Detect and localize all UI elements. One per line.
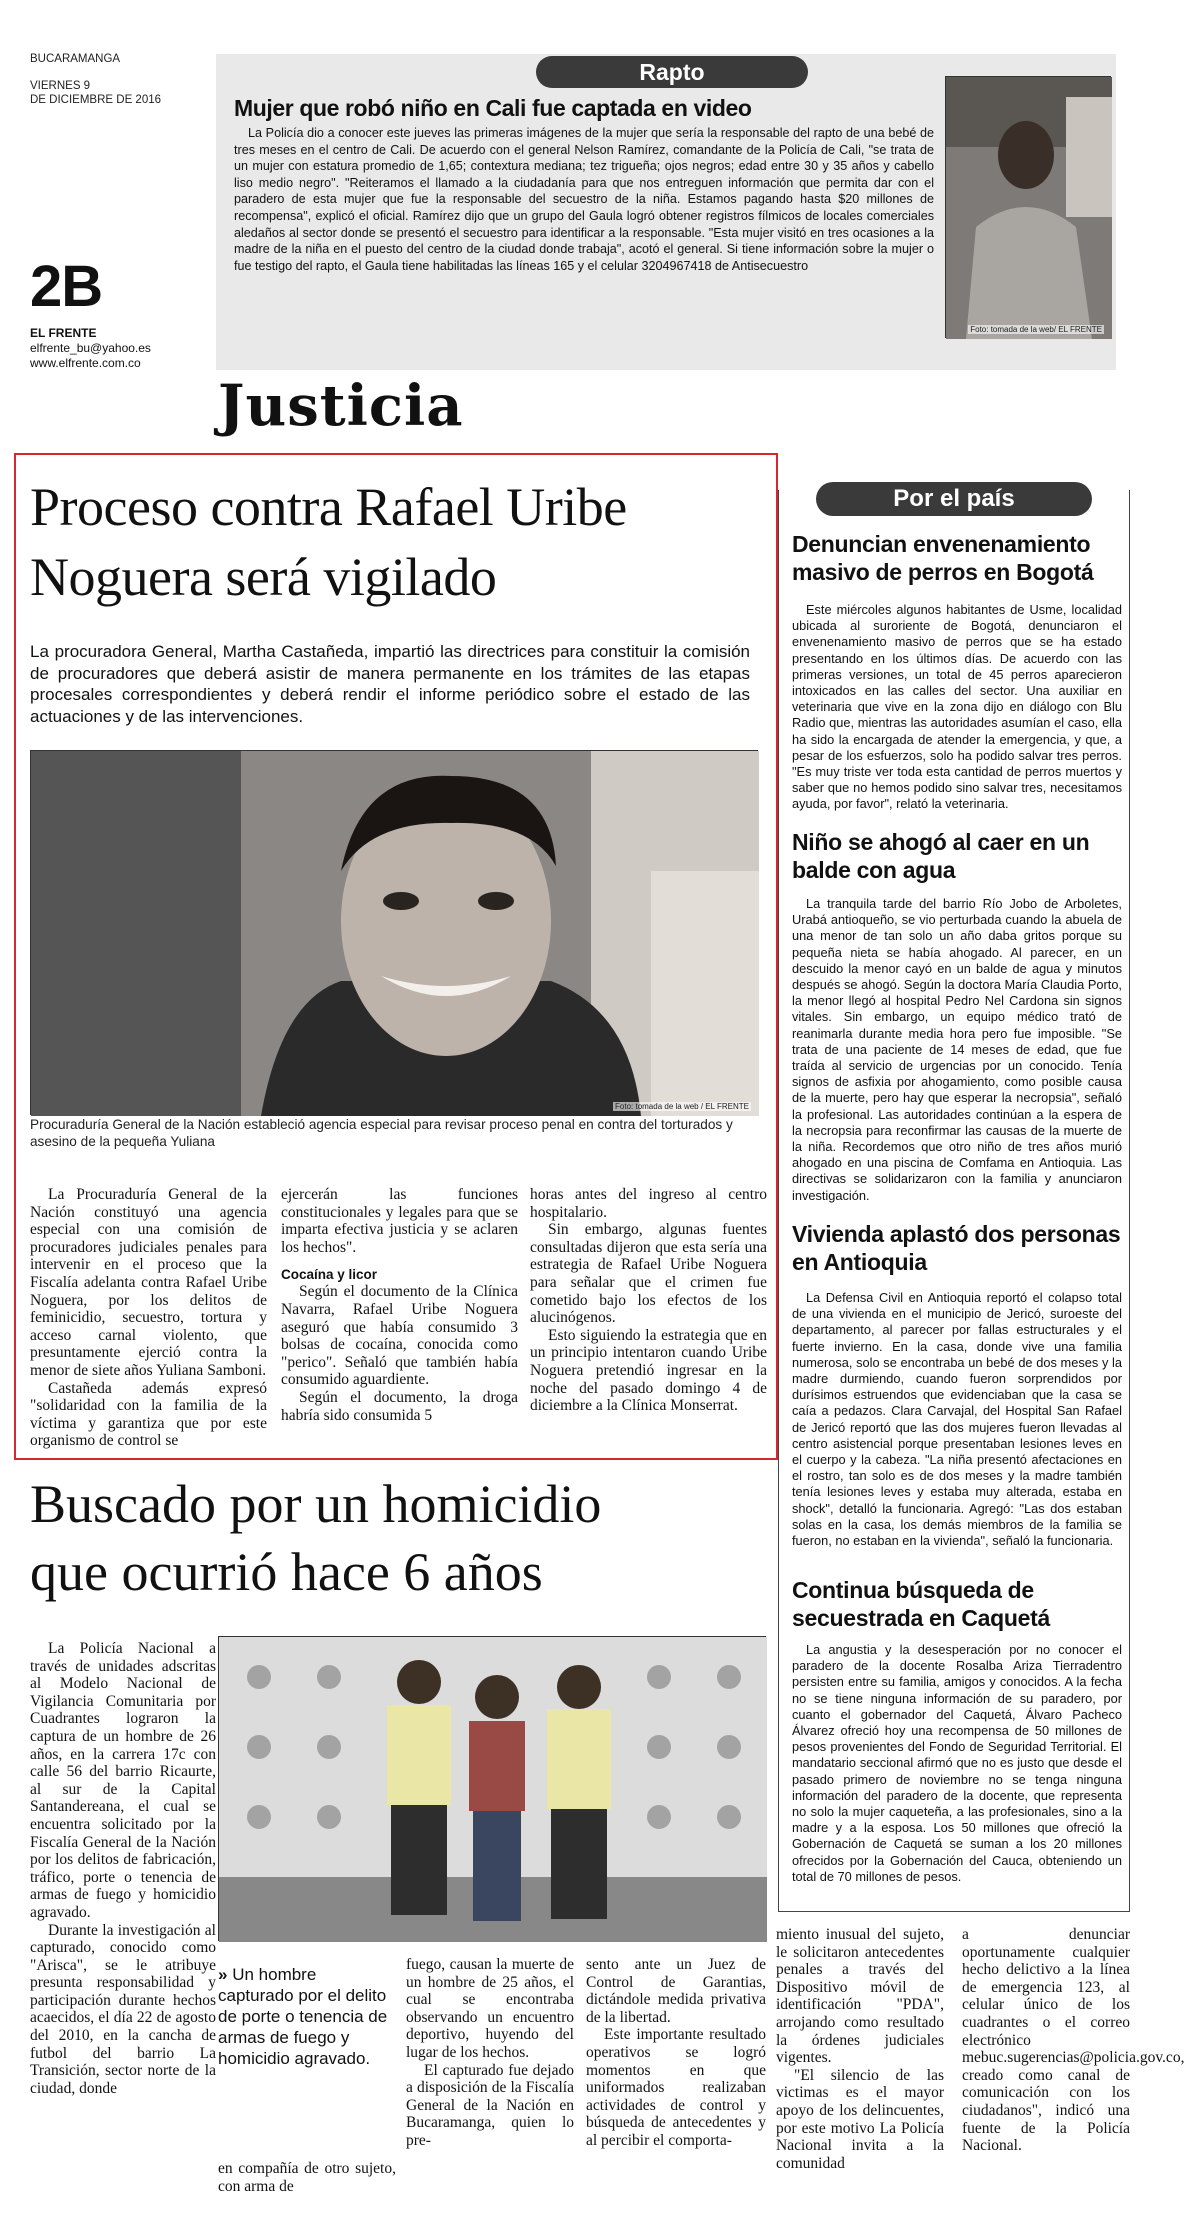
main-col3-paragraph: Sin embargo, algunas fuentes consultadas dijeron que esta sería una estrategia de Rafael Uribe Noguera para señalar que el crimen fue cometido bajo los efectos de los alucinógenos. [530,1221,767,1327]
buscado-column-4 [586,1956,766,2200]
website-url: www.elfrente.com.co [30,356,141,370]
section-title: Justicia [218,373,464,439]
buscado-column-2 [218,2160,396,2200]
main-col2-paragraph: Según el documento de la Clínica Navarra, Rafael Uribe Noguera aseguró que había consumido 3 bolsas de cocaína, conocida como "perico". Señaló que también había consumido aguardiente. [281,1283,518,1389]
buscado-col2-paragraph: en compañía de otro sujeto, con arma de [218,2160,396,2195]
buscado-col4-paragraph: Este importante resultado operativos se logró momentos en que uniformados realizaban actividades de control y búsqueda de antecedentes y al percibir el comporta- [586,2026,766,2149]
buscado-col6-paragraph: a denunciar oportunamente cualquier hecho delictivo a la línea de emergencia 123, al celular único de los cuadrantes o el correo electrónico mebuc.sugerencias@policia.gov.co, creado como canal de comunicación con los ciudadanos", indicó una fuente de la Policía Nacional. [962,1926,1184,2155]
buscado-column-5 [776,1926,944,2200]
sidebar-item-headline: Niño se ahogó al caer en un balde con agua [792,829,1090,883]
buscado-col1-paragraph: La Policía Nacional a través de unidades adscritas al Modelo Nacional de Vigilancia Comunitaria por Cuadrantes lograron la captura de un hombre de 26 años, en la carrera 17c con calle 56 del barrio Ricaurte, al sur de la Capital Santandereana, el cual se encuentra solicitado por la Fiscalía General de la Nación por los delitos de fabricación, tráfico, porte o tenencia de armas de fuego y homicidio agravado. [30,1640,216,1921]
main-col3-paragraph: Esto siguiendo la estrategia que en un principio intentaron cuando Uribe Noguera pretendió ingresar en la noche del pasado domingo 4 de diciembre a la Clínica Monserrat. [530,1326,767,1415]
rapto-photo-suspect [945,76,1111,338]
main-col1-paragraph: La Procuraduría General de la Nación constituyó una agencia especial con una comisión de procuradores judiciales penales para intervenir en el proceso que la Fiscalía adelanta contra Rafael Uribe Noguera, por los delitos de feminicidio, secuestro, tortura y acceso carnal violento, que presuntamente ejerció contra la menor de siete años Yuliana Samboni. [30,1186,267,1379]
sidebar-item-headline: Continua búsqueda de secuestrada en Caquetá [792,1577,1051,1631]
rapto-headline: Mujer que robó niño en Cali fue captada en video [234,95,752,121]
sidebar-item-paragraph: La Defensa Civil en Antioquia reportó el colapso total de una vivienda en el municipio de Jericó, suroeste del departamento, al parecer por fallas estructurales y el fuerte invierno. En la casa, donde vive una familia numerosa, solo se encontraba un bebé de dos meses y la madre durmiendo, cuando fueron sorprendidos por durísimos estruendos que evidenciaban que la casa se caía a pedazos. Clara Carvajal, del Hospital San Rafael de Jericó reportó que las dos mujeres fueron llevadas al centro asistencial porque presentaban lesiones leves en el cuerpo y la cabeza. "La niña presentó afectaciones en el rostro, tan solo es de dos meses y la madre también tenía lesiones leves y estaba muy alterada, estaba en shock", detalló la funcionaria. Agregó: "Las dos estaban solas en la casa, los demás miembros de la familia se fueron, no estaban en la vivienda", señaló la funcionaria. [792,1290,1122,1549]
rapto-body: La Policía dio a conocer este jueves las primeras imágenes de la mujer que sería la responsable del rapto de una bebé de tres meses en el centro de Cali. De acuerdo con el general Nelson Ramírez, comandante de la Policía de Cali, "se trata de un mujer con estatura promedio de 1,65; contextura mediana; tez trigueña; ojos negros; edad entre 30 y 35 años y cabello liso medio negro". "Reiteramos el llamado a la ciudadanía para que nos entreguen información que permita dar con el paradero de esta mujer que fue la responsable del secuestro de la niña. Estamos pagando hasta $20 millones de recompensa", explicó el oficial. Ramírez dijo que un grupo del Gaula logró obtener registros fílmicos de locales comerciales aledaños al sector donde se presentó el secuestro para identificar a la responsable. "Esta mujer visitó en tres ocasiones a la madre de la niña en el puesto del centro de la ciudad donde trabaja", acotó el general. Si tiene información sobre la mujer o fue testigo del rapto, el Gaula tiene habilitadas las líneas 165 y el celular 3204967418 de Antisecuestro [234,126,934,273]
sidebar-item-paragraph: Este miércoles algunos habitantes de Usme, localidad ubicada al suroriente de Bogotá, denunciaron el envenenamiento masivo de perros que se ha estado presentando en los últimos días. De acuerdo con las primeras versiones, un total de 45 perros aparecieron intoxicados en las calles del sector. Una auxiliar en veterinaria que vive en la zona dijo en diálogo con Blu Radio que, mientras las autoridades asumían el caso, ella ha sido la encargada de atender la emergencia, y que, a pesar de los esfuerzos, solo ha podido salvar tres perros. "Es muy triste ver toda esta cantidad de perros muertos y saber que no hemos podido sino salvar tres, necesitamos ayuda, por favor", relató la veterinaria. [792,602,1122,812]
main-col3-paragraph: horas antes del ingreso al centro hospitalario. [530,1186,767,1221]
buscado-photo [218,1636,766,1941]
main-headline: Proceso contra Rafael Uribe Noguera será vigilado [30,477,627,607]
main-caption: Procuraduría General de la Nación estableció agencia especial para revisar proceso penal en contra del torturados y asesino de la pequeña Yuliana [30,1117,733,1149]
buscado-pullquote [218,1964,396,2069]
rapto-tag: Rapto [536,56,808,88]
sidebar-item-body [792,602,1122,810]
buscado-col3-paragraph: El capturado fue dejado a disposición de la Fiscalía General de la Nación en Bucaramanga, quien lo pre- [406,2061,574,2149]
main-column-2 [281,1186,518,1450]
main-col2-paragraph: ejercerán las funciones constitucionales y legales para que se imparta efectiva justicia y se aclaren los hechos". [281,1186,518,1256]
sidebar-item-body [792,1290,1122,1574]
main-col2-paragraph: Según el documento, la droga habría sido consumida 5 [281,1388,518,1424]
arrest-photo-icon [219,1637,767,1942]
suspect-silhouette-icon [946,77,1112,339]
portrait-photo-icon [31,751,759,1116]
buscado-column-3 [406,1956,574,2200]
main-column-1 [30,1186,267,1450]
masthead-date-line1: VIERNES 9 [30,80,91,92]
rapto-photo-credit: Foto: tomada de la web/ EL FRENTE [970,325,1102,334]
pullquote-arrows-icon: » [218,1965,228,1984]
buscado-col5-paragraph: miento inusual del sujeto, le solicitaron antecedentes penales a través del Dispositivo móvil de identificación "PDA", arrojando como resultado la órdenes judiciales vigentes. [776,1926,944,2067]
main-photo [30,750,758,1115]
sidebar-item-body [792,1642,1122,1906]
masthead-date-line2: DE DICIEMBRE DE 2016 [30,94,162,106]
sidebar-item-headline: Vivienda aplastó dos personas en Antioquia [792,1221,1121,1275]
main-col1-paragraph: Castañeda además expresó "solidaridad con la familia de la víctima y garantiza que por este organismo de control se [30,1379,267,1450]
buscado-headline-line2: que ocurrió hace 6 años [30,1542,543,1602]
buscado-col1-paragraph: Durante la investigación al capturado, conocido como "Arisca", se le atribuye presunta responsabilidad y participación durante hechos acaecidos, el día 22 de agosto del 2010, en la cancha de futbol del barrio La Transición, sector norte de la ciudad, donde [30,1921,216,2097]
masthead-city: BUCARAMANGA [30,53,121,65]
contact-email: elfrente_bu@yahoo.es [30,341,151,355]
sidebar-item-body [792,896,1122,1214]
main-photo-credit: Foto: tomada de la web / EL FRENTE [615,1102,749,1111]
buscado-col4-paragraph: sento ante un Juez de Control de Garantias, dictándole medida privativa de la libertad. [586,1956,766,2026]
sidebar-item-paragraph: La angustia y la desesperación por no conocer el paradero de la docente Rosalba Ariza Tierradentro persisten entre su familia, amigos y conocidos. A la fecha no se tiene ninguna información de su paradero, por cuanto el gobernador del Caquetá, Álvaro Pacheco Álvarez ofreció hoy una recompensa de 50 millones de pesos provenientes del Fondo de Seguridad Territorial. El mandatario seccional afirmó que no es justo que desde el pasado primero de noviembre no se tenga ninguna información del paradero de la docente, que representa no solo la mujer caqueteña, a las profesionales, sino a la madre y a la esposa. Los 50 millones que ofreció la Gobernación de Caquetá se suman a los 20 millones ofrecidos por la Gobernación del Cauca, obteniendo un total de 70 millones de pesos. [792,1642,1122,1884]
buscado-headline-line1: Buscado por un homicidio [30,1474,602,1534]
buscado-pullquote-text: Un hombre capturado por el delito de porte o tenencia de armas de fuego y homicidio agravado. [218,1965,388,2068]
buscado-column-6 [962,1926,1184,2200]
main-column-3 [530,1186,767,1450]
buscado-column-1 [30,1640,216,2200]
paper-name: EL FRENTE [30,326,97,340]
sidebar-item-paragraph: La tranquila tarde del barrio Río Jobo de Arboletes, Urabá antioqueño, se vio perturbada cuando la abuela de una menor de tan solo un año daba gritos porque su pequeña nieta se había ahogado. Al parecer, en un descuido la menor cayó en un balde de agua y minutos después se ahogó. Según la doctora María Claudia Porto, la menor llegó al hospital Pedro Nel Cardona sin signos vitales. Sin embargo, un equipo médico trató de reanimarla durante media hora pero fue imposible. "Se trata de una paciente de 14 meses de edad, que fue traída al servicio de urgencias por un conocido. Tenía signos de asfixia por ahogamiento, como posible causa de la muerte, pero hay que esperar la necropsia", señaló la profesional. Las autoridades continúan a la espera de la necropsia para reconfirmar las causas de la muerte de la niña. Recordemos que otro niño de tres años murió ahogado en una piscina de Comfama en Antioquia. Las directivas se solidarizaron con la familia y anunciaron investigación. [792,896,1122,1203]
buscado-col5-paragraph: "El silencio de las victimas es el mayor apoyo de los delincuentes, por este motivo La Policía Nacional invita a la comunidad [776,2066,944,2172]
main-deck: La procuradora General, Martha Castañeda, impartió las directrices para constituir la comisión de procuradores que deberá asistir de manera permanente en los trámites de las etapas procesales correspondientes y deberá rendir el informe periódico sobre el estado de las actuaciones y de las intervenciones. [30,642,750,726]
main-subhead: Cocaína y licor [281,1267,378,1283]
page-number: 2B [30,254,103,319]
sidebar-title: Por el país [816,482,1092,516]
buscado-col3-paragraph: fuego, causan la muerte de un hombre de 25 años, el cual se encontraba observando un encuentro deportivo, huyendo del lugar de los hechos. [406,1956,574,2061]
sidebar-item-headline: Denuncian envenenamiento masivo de perros en Bogotá [792,531,1094,585]
